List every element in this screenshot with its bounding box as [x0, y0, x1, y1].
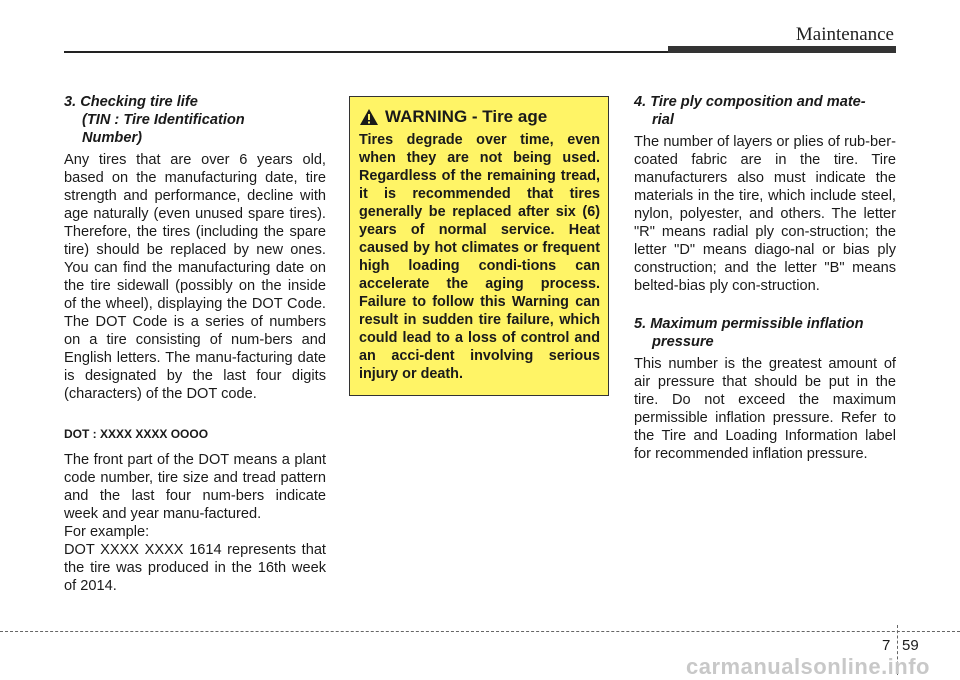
section-5-title	[634, 315, 896, 351]
watermark: carmanualsonline.info	[686, 654, 930, 679]
warning-title: WARNING - Tire age	[385, 107, 548, 126]
dot-code-example: DOT : XXXX XXXX OOOO	[64, 427, 209, 441]
header-rule-thin	[64, 51, 674, 53]
header-rule-thick	[668, 46, 896, 53]
page-number: 59	[902, 637, 919, 654]
warning-header	[359, 107, 600, 127]
section-4-title-line1: 4. Tire ply composition and mate-	[634, 94, 866, 110]
chapter-number: 7	[882, 637, 891, 654]
section-5-title-line2: pressure	[652, 334, 714, 350]
right-column	[634, 93, 896, 463]
section-5-title-line1: 5. Maximum permissible inflation	[634, 316, 864, 332]
section-4-paragraph: The number of layers or plies of rub-ber-coated fabric are in the tire. Tire manufacturers also must indicate the materials in the tire, which include steel, nylon, polyester, and others. The letter "R" means radial ply con-struction; the letter "D" means diago-nal or bias ply construction; and the letter "B" means belted-bias ply con-struction.	[634, 134, 896, 294]
section-5-paragraph: This number is the greatest amount of air pressure that should be put in the tire. Do not exceed the maximum permissible inflation pressure. Refer to the Tire and Loading Information label for recommended inflation pressure.	[634, 356, 896, 462]
warning-box	[349, 96, 609, 396]
example-paragraph: DOT XXXX XXXX 1614 represents that the tire was produced in the 16th week of 2014.	[64, 542, 326, 594]
warning-body: Tires degrade over time, even when they are not being used. Regardless of the remaining tread, it is recommended that tires generally be replaced after six (6) years of normal service. Heat caused by hot climates or frequent high loading condi-tions can accelerate the aging process. Failure to follow this Warning can result in sudden tire failure, which could lead to a loss of control and an acci-dent involving serious injury or death.	[359, 132, 600, 382]
section-3-title	[64, 93, 326, 147]
warning-triangle-icon	[359, 108, 379, 126]
section-3-paragraph: Any tires that are over 6 years old, based on the manufacturing date, tire strength and performance, decline with age naturally (even unused spare tires). Therefore, the tires (including the spare tire) should be replaced by new ones. You can find the manufacturing date on the tire sidewall (possibly on the inside of the wheel), displaying the DOT Code. The DOT Code is a series of numbers on a tire consisting of num-bers and English letters. The manu-facturing date is designated by the last four digits (characters) of the DOT code.	[64, 152, 326, 402]
page-header-title: Maintenance	[795, 24, 894, 45]
section-4-title-line2: rial	[652, 112, 674, 128]
example-label: For example:	[64, 524, 150, 540]
dot-explanation-paragraph: The front part of the DOT means a plant code number, tire size and tread pattern and the last four num-bers indicate week and year manu-factured.	[64, 452, 326, 522]
section-4-title	[634, 93, 896, 129]
section-3-title-line2: (TIN : Tire Identification	[82, 112, 245, 128]
left-column	[64, 93, 326, 595]
section-3-title-line3: Number)	[82, 130, 142, 146]
section-3-title-line1: 3. Checking tire life	[64, 94, 198, 110]
footer-divider	[0, 631, 960, 632]
